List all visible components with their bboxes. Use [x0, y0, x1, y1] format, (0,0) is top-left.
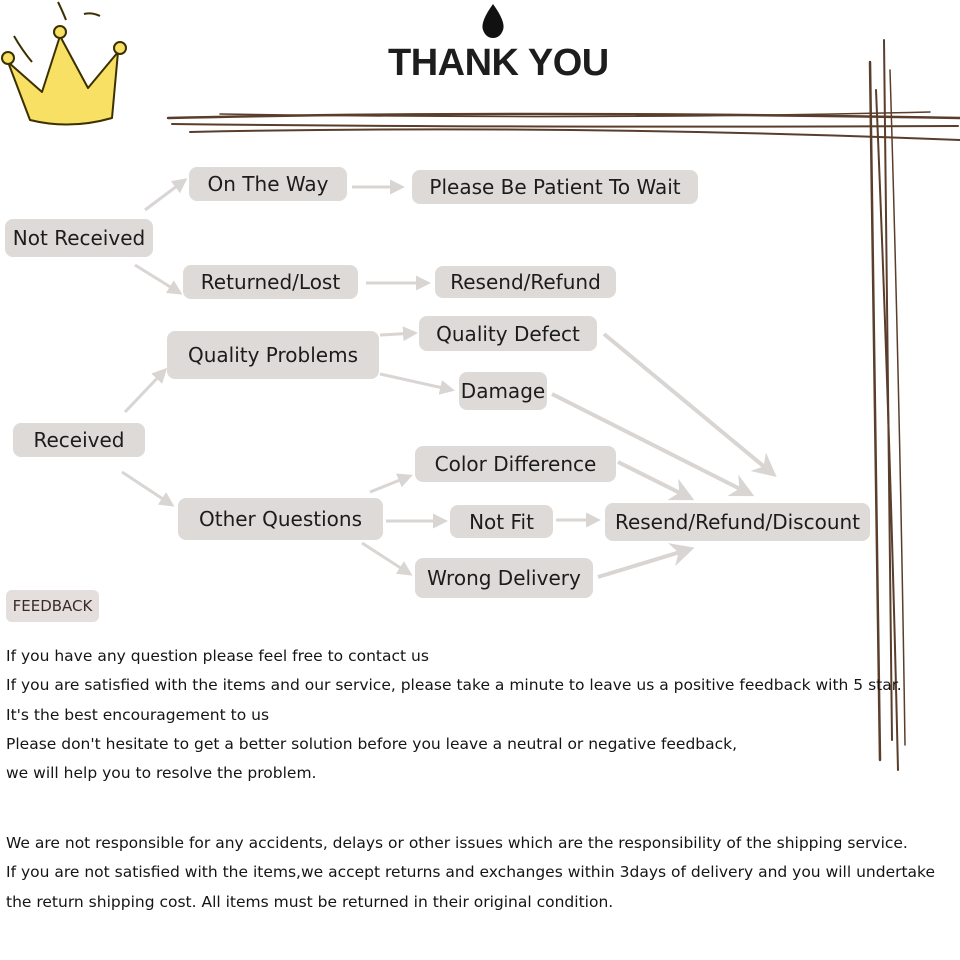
arrow-quality-damage [380, 374, 452, 390]
node-resend-refund-discount: Resend/Refund/Discount [605, 503, 870, 541]
feedback-line: It's the best encouragement to us [6, 705, 270, 724]
node-damage: Damage [459, 372, 547, 410]
node-quality-problems: Quality Problems [167, 331, 379, 379]
node-other-questions: Other Questions [178, 498, 383, 540]
arrow-color-resend [618, 462, 690, 498]
feedback-line: Please don't hesitate to get a better solution before you leave a neutral or negative feedback, [6, 734, 738, 753]
policy-line: If you are not satisfied with the items,we accept returns and exchanges within 3days of delivery and you will undertake [6, 863, 936, 882]
feedback-line: we will help you to resolve the problem. [6, 764, 317, 783]
page-title: THANK YOU [388, 42, 609, 84]
node-on-the-way: On The Way [189, 167, 347, 201]
node-quality-defect: Quality Defect [419, 316, 597, 351]
feedback-line: If you have any question please feel free to contact us [6, 647, 429, 665]
arrow-not-received-returned [135, 265, 180, 293]
arrow-not-received-on-the-way [145, 180, 185, 210]
node-wrong-delivery: Wrong Delivery [415, 558, 593, 598]
policy-line: We are not responsible for any accidents, delays or other issues which are the responsibility of the shipping service. [6, 834, 908, 852]
policy-paragraph [6, 829, 935, 917]
node-please-be-patient: Please Be Patient To Wait [412, 170, 698, 204]
policy-line: the return shipping cost. All items must be returned in their original condition. [6, 892, 614, 911]
node-returned-lost: Returned/Lost [183, 265, 358, 299]
node-resend-refund: Resend/Refund [435, 266, 616, 298]
node-received: Received [13, 423, 145, 457]
arrow-received-other [122, 472, 172, 505]
arrow-received-quality [125, 370, 165, 412]
arrow-other-wrong [362, 543, 410, 574]
node-not-fit: Not Fit [450, 505, 553, 538]
node-not-received: Not Received [5, 219, 153, 257]
feedback-label: FEEDBACK [6, 590, 99, 622]
feedback-line: If you are satisfied with the items and our service, please take a minute to leave us a positive feedback with 5 star. [6, 676, 902, 695]
feedback-paragraph [6, 642, 902, 788]
node-color-difference: Color Difference [415, 446, 616, 482]
arrow-quality-defect [380, 333, 415, 335]
arrow-defect-resend [604, 334, 773, 474]
arrow-other-color [370, 476, 410, 492]
arrow-wrong-resend [598, 549, 690, 577]
